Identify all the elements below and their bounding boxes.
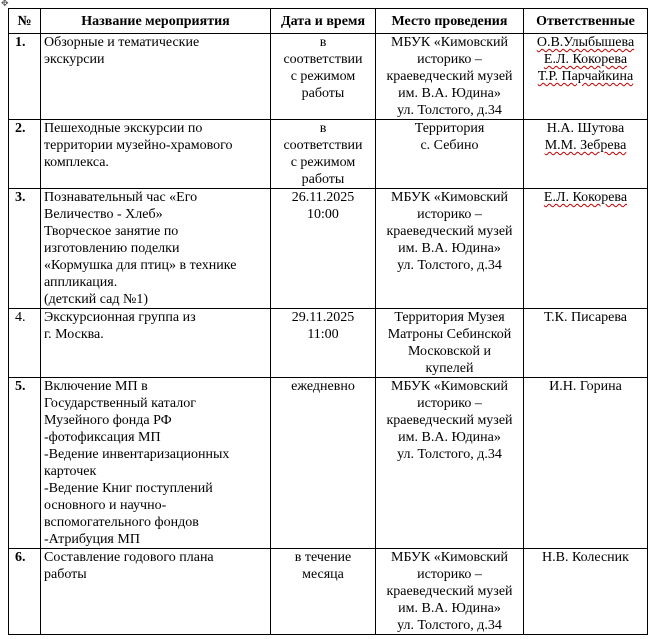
responsible-cell	[524, 189, 648, 309]
date-cell-line: в	[319, 35, 327, 50]
event-cell-line: работы	[44, 567, 87, 582]
date-cell-line: 11:00	[307, 327, 339, 342]
place-cell-line: купелей	[425, 361, 474, 376]
table-anchor-icon[interactable]: ✥	[1, 0, 9, 9]
row-number: 3.	[9, 189, 41, 309]
place-cell	[376, 120, 524, 189]
place-cell	[376, 189, 524, 309]
place-cell-line: ул. Толстого, д.34	[397, 258, 502, 273]
date-cell-line: месяца	[302, 567, 344, 582]
date-cell	[271, 189, 376, 309]
responsible-cell-line: М.М. Зебрева	[544, 138, 627, 153]
date-cell-line: работы	[301, 172, 345, 187]
place-cell	[376, 549, 524, 635]
table-row	[9, 34, 648, 120]
event-cell-line: -фотофиксация МП	[44, 430, 161, 445]
date-cell-line: работы	[301, 86, 345, 101]
place-cell-line: Территория Музея	[394, 310, 505, 325]
responsible-cell	[524, 120, 648, 189]
event-cell-line: Государственный каталог	[44, 396, 196, 411]
place-cell-line: с. Себино	[420, 138, 479, 153]
event-cell-line: Пешеходные экскурсии по	[44, 121, 203, 136]
header-place: Место проведения	[376, 9, 524, 34]
responsible-cell-line: О.В.Улыбышева	[536, 35, 635, 50]
header-event: Название мероприятия	[41, 9, 271, 34]
date-cell-line: соответствии	[283, 52, 363, 67]
event-cell-line: Творческое занятие по	[44, 224, 179, 239]
place-cell-line: краеведческий музей	[386, 413, 513, 428]
event-cell-line: Познавательный час «Его	[44, 190, 198, 205]
date-cell-line: с режимом	[290, 155, 356, 170]
row-number: 6.	[9, 549, 41, 635]
event-cell-line: г. Москва.	[44, 327, 104, 342]
event-cell	[41, 309, 271, 378]
event-cell-line: изготовлению поделки	[44, 241, 180, 256]
responsible-cell-line: И.Н. Горина	[549, 379, 622, 394]
place-cell-line: МБУК «Кимовский	[391, 190, 508, 205]
date-cell	[271, 378, 376, 549]
event-cell-line: территории музейно-храмового	[44, 138, 233, 153]
place-cell-line: историко –	[417, 207, 482, 222]
place-cell-line: МБУК «Кимовский	[391, 550, 508, 565]
place-cell-line: историко –	[417, 396, 482, 411]
date-cell-line: ежедневно	[291, 379, 355, 394]
event-cell-line: Экскурсионная группа из	[44, 310, 196, 325]
row-number: 4.	[9, 309, 41, 378]
date-cell	[271, 120, 376, 189]
date-cell	[271, 549, 376, 635]
row-number: 5.	[9, 378, 41, 549]
table-row	[9, 120, 648, 189]
date-cell-line: соответствии	[283, 138, 363, 153]
event-cell	[41, 34, 271, 120]
event-cell-line: (детский сад №1)	[44, 292, 149, 307]
table-row	[9, 189, 648, 309]
place-cell-line: ул. Толстого, д.34	[397, 103, 502, 118]
event-cell-line: основного и научно-	[44, 498, 167, 513]
date-cell-line: 29.11.2025	[291, 310, 355, 325]
place-cell-line: краеведческий музей	[386, 69, 513, 84]
event-cell-line: Музейного фонда РФ	[44, 413, 172, 428]
event-cell	[41, 120, 271, 189]
place-cell-line: краеведческий музей	[386, 224, 513, 239]
event-cell-line: -Атрибуция МП	[44, 532, 140, 547]
responsible-cell-line: Е.Л. Кокорева	[543, 190, 628, 205]
table-row	[9, 378, 648, 549]
event-cell-line: аппликация.	[44, 275, 118, 290]
responsible-cell	[524, 34, 648, 120]
responsible-cell-line: Е.Л. Кокорева	[543, 52, 628, 67]
place-cell-line: Матроны Себинской	[387, 327, 512, 342]
responsible-cell-line: Т.К. Писарева	[543, 310, 628, 325]
header-date: Дата и время	[271, 9, 376, 34]
responsible-cell	[524, 378, 648, 549]
header-num: №	[9, 9, 41, 34]
event-cell-line: -Ведение Книг поступлений	[44, 481, 213, 496]
event-cell-line: -Ведение инвентаризационных	[44, 447, 230, 462]
place-cell	[376, 378, 524, 549]
responsible-cell	[524, 309, 648, 378]
place-cell-line: Территория	[414, 121, 485, 136]
place-cell-line: им. В.А. Юдина»	[398, 430, 501, 445]
place-cell-line: МБУК «Кимовский	[391, 35, 508, 50]
place-cell-line: историко –	[417, 52, 482, 67]
place-cell	[376, 309, 524, 378]
row-number: 1.	[9, 34, 41, 120]
place-cell-line: им. В.А. Юдина»	[398, 601, 501, 616]
event-cell	[41, 378, 271, 549]
place-cell-line: Московской и	[407, 344, 492, 359]
date-cell-line: 10:00	[307, 207, 339, 222]
event-cell	[41, 549, 271, 635]
place-cell-line: ул. Толстого, д.34	[397, 618, 502, 633]
place-cell-line: им. В.А. Юдина»	[398, 86, 501, 101]
place-cell-line: краеведческий музей	[386, 584, 513, 599]
event-cell-line: экскурсии	[44, 52, 105, 67]
date-cell	[271, 309, 376, 378]
header-responsible: Ответственные	[524, 9, 648, 34]
responsible-cell-line: Т.Р. Парчайкина	[537, 69, 634, 84]
place-cell-line: МБУК «Кимовский	[391, 379, 508, 394]
event-cell-line: Величество - Хлеб»	[44, 207, 163, 222]
date-cell	[271, 34, 376, 120]
event-cell	[41, 189, 271, 309]
events-table	[8, 8, 648, 635]
table-row	[9, 549, 648, 635]
responsible-cell-line: Н.В. Колесник	[542, 550, 629, 565]
event-cell-line: Составление годового плана	[44, 550, 214, 565]
place-cell-line: историко –	[417, 567, 482, 582]
date-cell-line: 26.11.2025	[291, 190, 355, 205]
row-number: 2.	[9, 120, 41, 189]
responsible-cell	[524, 549, 648, 635]
table-header-row	[9, 9, 648, 34]
table-row	[9, 309, 648, 378]
date-cell-line: с режимом	[290, 69, 356, 84]
event-cell-line: Обзорные и тематические	[44, 35, 200, 50]
event-cell-line: «Кормушка для птиц» в технике	[44, 258, 237, 273]
event-cell-line: Включение МП в	[44, 379, 148, 394]
place-cell-line: им. В.А. Юдина»	[398, 241, 501, 256]
date-cell-line: в течение	[294, 550, 352, 565]
event-cell-line: вспомогательного фондов	[44, 515, 199, 530]
event-cell-line: карточек	[44, 464, 97, 479]
date-cell-line: в	[319, 121, 327, 136]
event-cell-line: комплекса.	[44, 155, 109, 170]
responsible-cell-line: Н.А. Шутова	[546, 121, 625, 136]
place-cell	[376, 34, 524, 120]
place-cell-line: ул. Толстого, д.34	[397, 447, 502, 462]
